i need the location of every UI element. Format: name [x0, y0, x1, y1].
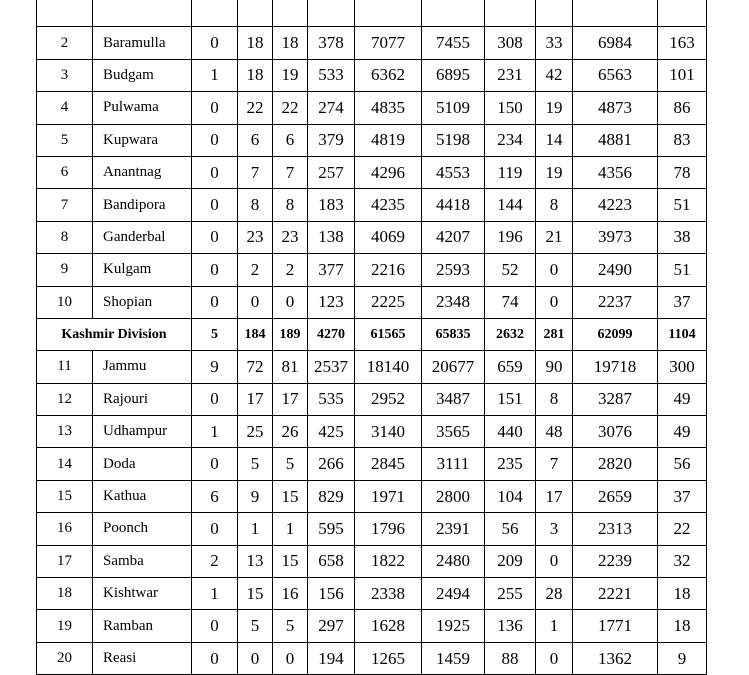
- value-cell: 533: [308, 59, 355, 91]
- value-cell: [422, 0, 485, 27]
- value-cell: 0: [536, 286, 573, 318]
- value-cell: 2225: [355, 286, 422, 318]
- value-cell: 378: [308, 27, 355, 59]
- value-cell: 49: [658, 383, 707, 415]
- value-cell: 22: [238, 92, 273, 124]
- value-cell: 138: [308, 221, 355, 253]
- value-cell: 1822: [355, 545, 422, 577]
- value-cell: 65835: [422, 318, 485, 350]
- value-cell: 0: [192, 254, 238, 286]
- value-cell: 49: [658, 416, 707, 448]
- value-cell: 3076: [573, 416, 658, 448]
- value-cell: 20677: [422, 351, 485, 383]
- value-cell: 4235: [355, 189, 422, 221]
- table-row: [37, 0, 707, 27]
- value-cell: 33: [536, 27, 573, 59]
- value-cell: 104: [485, 480, 536, 512]
- value-cell: 0: [192, 156, 238, 188]
- value-cell: 150: [485, 92, 536, 124]
- value-cell: [192, 0, 238, 27]
- value-cell: 7: [273, 156, 308, 188]
- value-cell: 2800: [422, 480, 485, 512]
- value-cell: 266: [308, 448, 355, 480]
- value-cell: 231: [485, 59, 536, 91]
- district-name-cell: Reasi: [93, 642, 192, 674]
- value-cell: 2237: [573, 286, 658, 318]
- value-cell: 2221: [573, 578, 658, 610]
- value-cell: 51: [658, 254, 707, 286]
- value-cell: 2490: [573, 254, 658, 286]
- value-cell: 2593: [422, 254, 485, 286]
- table-row: [37, 480, 707, 512]
- value-cell: 7: [536, 448, 573, 480]
- value-cell: 2239: [573, 545, 658, 577]
- district-name-cell: [93, 0, 192, 27]
- value-cell: 4223: [573, 189, 658, 221]
- value-cell: [308, 0, 355, 27]
- value-cell: 25: [238, 416, 273, 448]
- value-cell: [355, 0, 422, 27]
- value-cell: 144: [485, 189, 536, 221]
- table-row: [37, 221, 707, 253]
- value-cell: 22: [658, 513, 707, 545]
- value-cell: 28: [536, 578, 573, 610]
- value-cell: 658: [308, 545, 355, 577]
- table-row: [37, 156, 707, 188]
- value-cell: 1: [238, 513, 273, 545]
- value-cell: 300: [658, 351, 707, 383]
- value-cell: 1925: [422, 610, 485, 642]
- value-cell: 19: [536, 92, 573, 124]
- value-cell: 1628: [355, 610, 422, 642]
- value-cell: 48: [536, 416, 573, 448]
- value-cell: 5: [273, 448, 308, 480]
- value-cell: 0: [192, 189, 238, 221]
- value-cell: 4207: [422, 221, 485, 253]
- serial-number-cell: 10: [37, 286, 93, 318]
- value-cell: 74: [485, 286, 536, 318]
- value-cell: 2494: [422, 578, 485, 610]
- value-cell: 7077: [355, 27, 422, 59]
- value-cell: 3: [536, 513, 573, 545]
- table-row: [37, 513, 707, 545]
- value-cell: [658, 0, 707, 27]
- value-cell: 235: [485, 448, 536, 480]
- table-row: [37, 189, 707, 221]
- serial-number-cell: 4: [37, 92, 93, 124]
- value-cell: 8: [273, 189, 308, 221]
- serial-number-cell: [37, 0, 93, 27]
- value-cell: 9: [658, 642, 707, 674]
- value-cell: 32: [658, 545, 707, 577]
- value-cell: 81: [273, 351, 308, 383]
- value-cell: 0: [238, 286, 273, 318]
- value-cell: 4296: [355, 156, 422, 188]
- value-cell: 189: [273, 318, 308, 350]
- value-cell: 5: [273, 610, 308, 642]
- table-row: [37, 545, 707, 577]
- value-cell: 9: [192, 351, 238, 383]
- value-cell: 9: [238, 480, 273, 512]
- district-name-cell: Poonch: [93, 513, 192, 545]
- value-cell: 38: [658, 221, 707, 253]
- district-statistics-table: [36, 0, 707, 675]
- value-cell: 18: [658, 578, 707, 610]
- value-cell: 61565: [355, 318, 422, 350]
- value-cell: 6: [273, 124, 308, 156]
- value-cell: 3111: [422, 448, 485, 480]
- serial-number-cell: 6: [37, 156, 93, 188]
- value-cell: 8: [238, 189, 273, 221]
- serial-number-cell: 17: [37, 545, 93, 577]
- table-row: [37, 124, 707, 156]
- value-cell: 42: [536, 59, 573, 91]
- value-cell: 377: [308, 254, 355, 286]
- district-name-cell: Budgam: [93, 59, 192, 91]
- value-cell: 184: [238, 318, 273, 350]
- value-cell: 4835: [355, 92, 422, 124]
- value-cell: 0: [536, 642, 573, 674]
- value-cell: 1362: [573, 642, 658, 674]
- table-row: [37, 286, 707, 318]
- value-cell: 15: [273, 480, 308, 512]
- value-cell: 257: [308, 156, 355, 188]
- value-cell: 52: [485, 254, 536, 286]
- value-cell: 308: [485, 27, 536, 59]
- district-name-cell: Ramban: [93, 610, 192, 642]
- serial-number-cell: 5: [37, 124, 93, 156]
- value-cell: 1: [273, 513, 308, 545]
- value-cell: 3140: [355, 416, 422, 448]
- serial-number-cell: 3: [37, 59, 93, 91]
- division-total-row: [37, 318, 707, 350]
- value-cell: 119: [485, 156, 536, 188]
- value-cell: 19: [273, 59, 308, 91]
- table-row: [37, 416, 707, 448]
- district-name-cell: Shopian: [93, 286, 192, 318]
- serial-number-cell: 9: [37, 254, 93, 286]
- value-cell: 4356: [573, 156, 658, 188]
- value-cell: 5: [238, 610, 273, 642]
- value-cell: 3487: [422, 383, 485, 415]
- value-cell: 0: [192, 92, 238, 124]
- value-cell: 2537: [308, 351, 355, 383]
- district-name-cell: Baramulla: [93, 27, 192, 59]
- value-cell: [573, 0, 658, 27]
- value-cell: [238, 0, 273, 27]
- value-cell: 19: [536, 156, 573, 188]
- serial-number-cell: 15: [37, 480, 93, 512]
- value-cell: 0: [192, 27, 238, 59]
- division-name: Kashmir Division: [37, 318, 192, 350]
- district-name-cell: Udhampur: [93, 416, 192, 448]
- value-cell: 5109: [422, 92, 485, 124]
- value-cell: 3973: [573, 221, 658, 253]
- value-cell: 18: [238, 27, 273, 59]
- value-cell: 297: [308, 610, 355, 642]
- value-cell: 2632: [485, 318, 536, 350]
- value-cell: 18: [238, 59, 273, 91]
- value-cell: 6984: [573, 27, 658, 59]
- value-cell: 6: [238, 124, 273, 156]
- value-cell: 0: [192, 286, 238, 318]
- value-cell: 0: [192, 642, 238, 674]
- value-cell: 3565: [422, 416, 485, 448]
- value-cell: 5: [192, 318, 238, 350]
- value-cell: 8: [536, 189, 573, 221]
- value-cell: 274: [308, 92, 355, 124]
- serial-number-cell: 11: [37, 351, 93, 383]
- value-cell: 1104: [658, 318, 707, 350]
- value-cell: 0: [192, 383, 238, 415]
- value-cell: 101: [658, 59, 707, 91]
- serial-number-cell: 14: [37, 448, 93, 480]
- district-name-cell: Anantnag: [93, 156, 192, 188]
- value-cell: 196: [485, 221, 536, 253]
- value-cell: 4873: [573, 92, 658, 124]
- value-cell: 6563: [573, 59, 658, 91]
- value-cell: 14: [536, 124, 573, 156]
- table-body: [37, 0, 707, 675]
- value-cell: 17: [536, 480, 573, 512]
- value-cell: 88: [485, 642, 536, 674]
- value-cell: 15: [273, 545, 308, 577]
- value-cell: 19718: [573, 351, 658, 383]
- value-cell: 0: [273, 286, 308, 318]
- district-name-cell: Kathua: [93, 480, 192, 512]
- value-cell: 21: [536, 221, 573, 253]
- table-row: [37, 383, 707, 415]
- value-cell: 4553: [422, 156, 485, 188]
- value-cell: 1: [192, 59, 238, 91]
- value-cell: 83: [658, 124, 707, 156]
- serial-number-cell: 12: [37, 383, 93, 415]
- value-cell: 7: [238, 156, 273, 188]
- value-cell: 4069: [355, 221, 422, 253]
- value-cell: [485, 0, 536, 27]
- value-cell: 0: [192, 448, 238, 480]
- value-cell: 440: [485, 416, 536, 448]
- value-cell: 17: [238, 383, 273, 415]
- value-cell: 281: [536, 318, 573, 350]
- value-cell: [273, 0, 308, 27]
- value-cell: 136: [485, 610, 536, 642]
- value-cell: 17: [273, 383, 308, 415]
- value-cell: 13: [238, 545, 273, 577]
- value-cell: 5198: [422, 124, 485, 156]
- district-name-cell: Kulgam: [93, 254, 192, 286]
- value-cell: 15: [238, 578, 273, 610]
- value-cell: 18: [273, 27, 308, 59]
- serial-number-cell: 7: [37, 189, 93, 221]
- value-cell: 23: [238, 221, 273, 253]
- value-cell: 6362: [355, 59, 422, 91]
- value-cell: 2: [273, 254, 308, 286]
- value-cell: 0: [536, 254, 573, 286]
- district-name-cell: Kishtwar: [93, 578, 192, 610]
- table-row: [37, 642, 707, 674]
- value-cell: 1459: [422, 642, 485, 674]
- value-cell: 2820: [573, 448, 658, 480]
- value-cell: 1771: [573, 610, 658, 642]
- value-cell: 18: [658, 610, 707, 642]
- value-cell: 0: [192, 513, 238, 545]
- serial-number-cell: 2: [37, 27, 93, 59]
- table-row: [37, 448, 707, 480]
- value-cell: 2313: [573, 513, 658, 545]
- serial-number-cell: 19: [37, 610, 93, 642]
- value-cell: 26: [273, 416, 308, 448]
- value-cell: 86: [658, 92, 707, 124]
- value-cell: 18140: [355, 351, 422, 383]
- value-cell: 194: [308, 642, 355, 674]
- value-cell: 3287: [573, 383, 658, 415]
- value-cell: 22: [273, 92, 308, 124]
- value-cell: 0: [238, 642, 273, 674]
- table-row: [37, 578, 707, 610]
- value-cell: 2348: [422, 286, 485, 318]
- serial-number-cell: 16: [37, 513, 93, 545]
- value-cell: 1: [192, 416, 238, 448]
- value-cell: 7455: [422, 27, 485, 59]
- district-name-cell: Rajouri: [93, 383, 192, 415]
- table-row: [37, 59, 707, 91]
- value-cell: 2480: [422, 545, 485, 577]
- value-cell: 2952: [355, 383, 422, 415]
- value-cell: 4270: [308, 318, 355, 350]
- value-cell: 156: [308, 578, 355, 610]
- value-cell: 23: [273, 221, 308, 253]
- serial-number-cell: 20: [37, 642, 93, 674]
- value-cell: 90: [536, 351, 573, 383]
- value-cell: 37: [658, 286, 707, 318]
- value-cell: 151: [485, 383, 536, 415]
- value-cell: [536, 0, 573, 27]
- district-name-cell: Bandipora: [93, 189, 192, 221]
- value-cell: 2: [192, 545, 238, 577]
- value-cell: 51: [658, 189, 707, 221]
- value-cell: 1: [192, 578, 238, 610]
- value-cell: 2: [238, 254, 273, 286]
- district-name-cell: Samba: [93, 545, 192, 577]
- value-cell: 4881: [573, 124, 658, 156]
- district-name-cell: Jammu: [93, 351, 192, 383]
- value-cell: 4819: [355, 124, 422, 156]
- value-cell: 829: [308, 480, 355, 512]
- value-cell: 8: [536, 383, 573, 415]
- value-cell: 2845: [355, 448, 422, 480]
- value-cell: 16: [273, 578, 308, 610]
- district-name-cell: Doda: [93, 448, 192, 480]
- value-cell: 0: [192, 221, 238, 253]
- table-row: [37, 27, 707, 59]
- value-cell: 1971: [355, 480, 422, 512]
- value-cell: 2391: [422, 513, 485, 545]
- value-cell: 595: [308, 513, 355, 545]
- value-cell: 72: [238, 351, 273, 383]
- serial-number-cell: 13: [37, 416, 93, 448]
- value-cell: 183: [308, 189, 355, 221]
- value-cell: 37: [658, 480, 707, 512]
- district-name-cell: Kupwara: [93, 124, 192, 156]
- value-cell: 123: [308, 286, 355, 318]
- serial-number-cell: 18: [37, 578, 93, 610]
- value-cell: 1265: [355, 642, 422, 674]
- value-cell: 0: [536, 545, 573, 577]
- value-cell: 2659: [573, 480, 658, 512]
- value-cell: 56: [485, 513, 536, 545]
- table-row: [37, 254, 707, 286]
- value-cell: 0: [192, 610, 238, 642]
- table-row: [37, 610, 707, 642]
- value-cell: 6895: [422, 59, 485, 91]
- value-cell: 6: [192, 480, 238, 512]
- table-row: [37, 92, 707, 124]
- value-cell: 379: [308, 124, 355, 156]
- value-cell: 659: [485, 351, 536, 383]
- value-cell: 2216: [355, 254, 422, 286]
- table-row: [37, 351, 707, 383]
- value-cell: 4418: [422, 189, 485, 221]
- serial-number-cell: 8: [37, 221, 93, 253]
- value-cell: 62099: [573, 318, 658, 350]
- value-cell: 5: [238, 448, 273, 480]
- value-cell: 255: [485, 578, 536, 610]
- value-cell: 1: [536, 610, 573, 642]
- value-cell: 425: [308, 416, 355, 448]
- district-name-cell: Ganderbal: [93, 221, 192, 253]
- value-cell: 0: [273, 642, 308, 674]
- value-cell: 535: [308, 383, 355, 415]
- value-cell: 78: [658, 156, 707, 188]
- value-cell: 56: [658, 448, 707, 480]
- value-cell: 209: [485, 545, 536, 577]
- district-name-cell: Pulwama: [93, 92, 192, 124]
- value-cell: 163: [658, 27, 707, 59]
- value-cell: 234: [485, 124, 536, 156]
- value-cell: 0: [192, 124, 238, 156]
- value-cell: 2338: [355, 578, 422, 610]
- value-cell: 1796: [355, 513, 422, 545]
